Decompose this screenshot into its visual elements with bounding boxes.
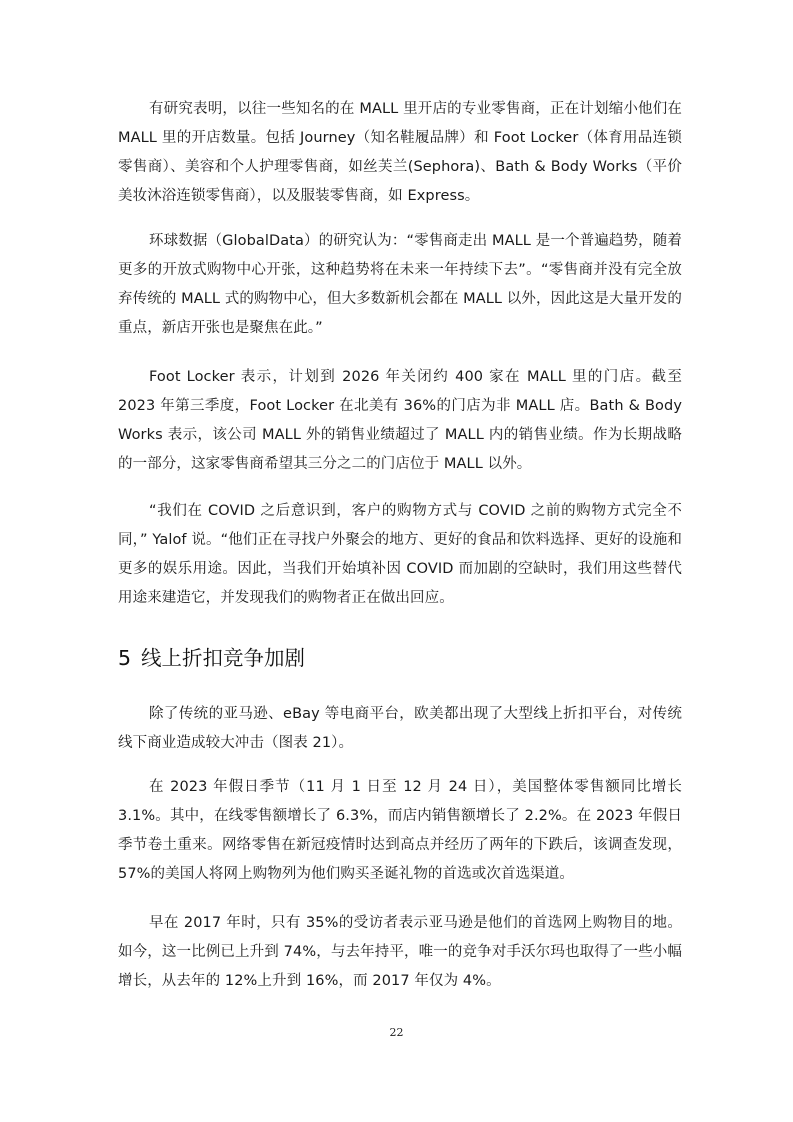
paragraph-amazon-share: 早在 2017 年时，只有 35%的受访者表示亚马逊是他们的首选网上购物目的地。如今，这一比例已上升到 74%，与去年持平，唯一的竞争对手沃尔玛也取得了一些小幅增长，从去年的 12%上升到 16%，而 2017 年仅为 4%。 bbox=[118, 915, 682, 989]
section-title: 线上折扣竞争加剧 bbox=[141, 646, 306, 670]
paragraph-holiday-sales: 在 2023 年假日季节（11 月 1 日至 12 月 24 日），美国整体零售额同比增长 3.1%。其中，在线零售额增长了 6.3%，而店内销售额增长了 2.2%。在 2023 年假日季节卷土重来。网络零售在新冠疫情时达到高点并经历了两年的下跌后，该调查发现，57%的美国人将网上购物列为他们购买圣诞礼物的首选或次首选渠道。 bbox=[118, 779, 682, 882]
section-number: 5 bbox=[118, 646, 132, 670]
paragraph-mall-retailers: 有研究表明，以往一些知名的在 MALL 里开店的专业零售商，正在计划缩小他们在 MALL 里的开店数量。包括 Journey（知名鞋履品牌）和 Foot Locker（体育用品连锁零售商）、美容和个人护理零售商，如丝芙兰(Sephora)、Bath & Body Works（平价美妆沐浴连锁零售商），以及服装零售商，如 Express。 bbox=[118, 101, 682, 204]
page-number: 22 bbox=[389, 1026, 404, 1039]
paragraph-globaldata: 环球数据（GlobalData）的研究认为：“零售商走出 MALL 是一个普遍趋势，随着更多的开放式购物中心开张，这种趋势将在未来一年持续下去”。“零售商并没有完全放弃传统的 MALL 式的购物中心，但大多数新机会都在 MALL 以外，因此这是大量开发的重点，新店开张也是聚焦在此。” bbox=[118, 233, 683, 336]
section-heading bbox=[118, 642, 305, 674]
paragraph-yalof-quote: “我们在 COVID 之后意识到，客户的购物方式与 COVID 之前的购物方式完全不同，” Yalof 说。“他们正在寻找户外聚会的地方、更好的食品和饮料选择、更好的设施和更多的娱乐用途。因此，当我们开始填补因 COVID 而加剧的空缺时，我们用这些替代用途来建造它，并发现我们的购物者正在做出回应。 bbox=[118, 503, 682, 606]
paragraph-foot-locker: Foot Locker 表示，计划到 2026 年关闭约 400 家在 MALL 里的门店。截至 2023 年第三季度，Foot Locker 在北美有 36%的门店为非 MALL 店。Bath & Body Works 表示，该公司 MALL 外的销售业绩超过了 MALL 内的销售业绩。作为长期战略的一部分，这家零售商希望其三分之二的门店位于 MALL 以外。 bbox=[118, 369, 682, 472]
paragraph-discount-platforms: 除了传统的亚马逊、eBay 等电商平台，欧美都出现了大型线上折扣平台，对传统线下商业造成较大冲击（图表 21）。 bbox=[118, 706, 682, 751]
